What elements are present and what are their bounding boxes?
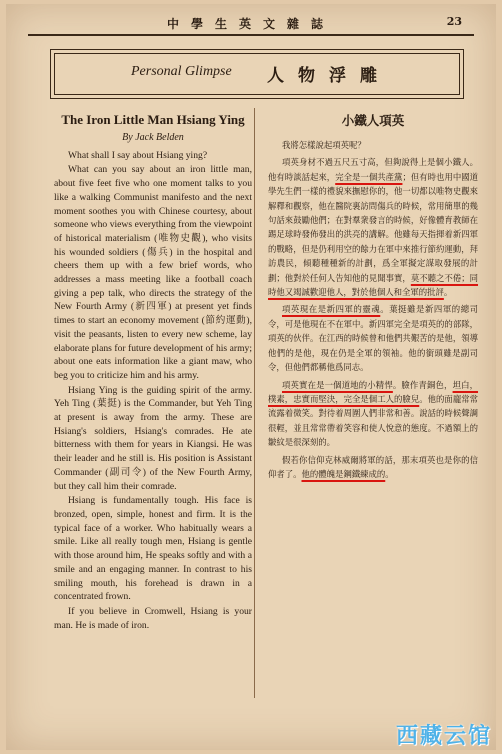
banner-inner-border: [54, 53, 460, 95]
english-paragraph: What shall I say about Hsiang ying?: [68, 149, 208, 161]
english-paragraph: What can you say about an iron little man, about five feet five who one moment talks to you like a walking Communist manifesto and the next moment soothes you with Chinese courtesy, about someone who views everything from the viewpoint of historical materialism (唯物史觀), who visits his wounded soldiers (傷兵) in the hospital and cheers them up with a few brief words, who addresses a mass meeting like a football coach giving a pep talk, who directs the strategy of the New Fourth Army (新四軍) at present yet finds times to start an economy movement (節約運動), visit the peasants, listen to every new scheme, lay elaborate plans for future development of his army; about one eats information like a giant maw, who beg you to criticize him and his army.: [54, 164, 252, 381]
chinese-article-title: 小鐵人項英: [341, 113, 405, 128]
chinese-text: 我將怎樣說起項英呢？: [282, 140, 366, 150]
underlined-phrase: 莫不聽之不倦；同時他又竭誠歡迎他人，對於他個人和全軍的批評: [268, 272, 479, 298]
chinese-text: 假若你信仰克林威爾將軍的話，那末項英也是你的信仰者了。: [268, 454, 478, 479]
running-title: 中學生英文雜誌: [166, 17, 335, 31]
chinese-text: ；但有時也用中國道學先生們一樣的禮貌來撫慰你的，他一切都以唯物史觀來解釋和觀察，他在醫院裏訪問傷兵的時候，常用簡單的幾句話來鼓勵他們；在對羣衆發言的時候，好像體育教師在踢足球時發佈發出的洪亮的講解。他雖每天指揮着新四軍的戰略，但是仍利用空的餘力在軍中來推行節約運動，拜訪農民，傾聽種種新的計劃，爲全軍擬定謀取發展的計劃；他對於任何人告知他的見聞事實，: [268, 171, 479, 283]
english-column: [54, 112, 252, 633]
magazine-page: [6, 4, 496, 750]
column-divider: [254, 108, 255, 698]
english-paragraph: If you believe in Cromwell, Hsiang is your man. He is made of iron.: [54, 605, 252, 631]
section-banner: [50, 49, 464, 99]
chinese-text: 項英身材不過五尺五寸高，但夠說得上是個小鐵人。他有時談話起來，: [268, 157, 478, 182]
header-rule: [28, 34, 474, 36]
chinese-text: 。葉挺雖是新四軍的總司令，可是他現在不在軍中。新四軍完全是項英的的部隊，項英的伙伴。在江西的時候曾和他們共艱苦的是他，領導他們的是他，現在仍是全軍的領袖。他的銜頭雖是副司令，但他們都稱他爲同志。: [268, 304, 479, 373]
english-article-title: The Iron Little Man Hsiang Ying: [61, 112, 245, 127]
page-number: 23: [446, 15, 462, 28]
underlined-phrase: 坦白，樸素，忠實而堅決，完全是個工人的臉兒: [268, 379, 479, 404]
chinese-text: 。他的面龐常常流露着微笑。對待着周圍人們非常和善。說話的時候聲調很輕，並且常常帶着笑容和使人悅意的態度。不過額上的皺紋是很深刻的。: [268, 393, 478, 448]
chinese-paragraph: [268, 378, 478, 450]
chinese-column: [268, 112, 478, 484]
english-paragraph: Hsiang is fundamentally tough. His face is bronzed, open, simple, honest and firm. It is the typical face of a worker. Who habitually wears a smile. Like all really tough men, Hsiang is gentle with those around him, He speaks softly and with a smile and an engaging manner. In contrast to his smiling mouth, his forehead is drawn in a concentrated frown.: [54, 495, 252, 603]
underlined-phrase: 項英現在是新四軍的靈魂: [282, 304, 381, 315]
chinese-paragraph: [268, 155, 478, 299]
watermark-logo: 西藏云馆: [395, 724, 492, 749]
chinese-text: 。: [385, 468, 394, 479]
chinese-paragraph: [268, 453, 478, 482]
chinese-text: 。臉作青銅色，: [392, 379, 453, 390]
underlined-phrase: 項英實在是一個道地的小精悍: [282, 379, 393, 390]
banner-chinese-title: 人物浮雕: [267, 66, 391, 86]
underlined-phrase: 完全是一個共產黨: [335, 171, 403, 182]
chinese-paragraph: [268, 138, 478, 152]
banner-english-title: Personal Glimpse: [131, 64, 232, 79]
chinese-paragraph: [268, 302, 478, 374]
chinese-text: 。: [443, 287, 453, 298]
underlined-phrase: 他的體魄是鋼鐵練成的: [301, 468, 386, 479]
english-paragraph: Hsiang Ying is the guiding spirit of the army. Yeh Ting (葉挺) is the Commander, but Yeh Ting at present is away from the army. These are Hsiang's soldiers, Hsiang's comrades. He ate bitterness with them for years in Kiangsi. He was their leader and he still is. His position is Assistant Commander (副司令) of the New Fourth Army, but they call him their comrade.: [54, 384, 252, 492]
english-byline: By Jack Belden: [122, 132, 184, 143]
